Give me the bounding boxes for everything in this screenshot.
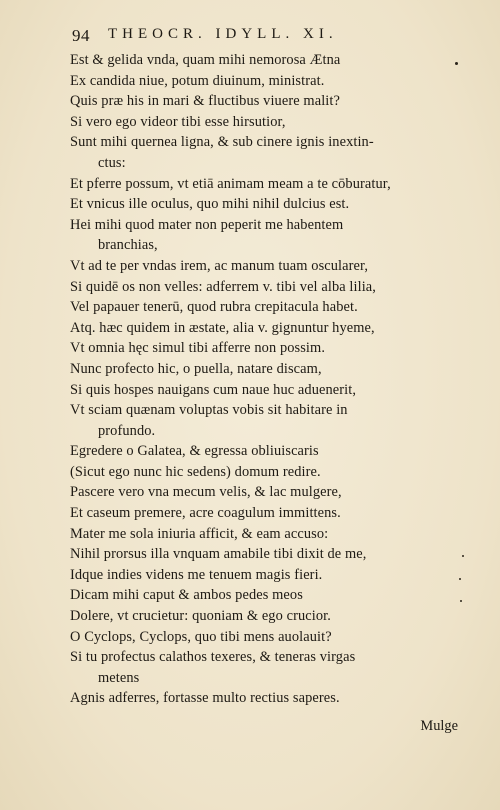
verse-line: Egredere o Galatea, & egressa obliuiscaris: [70, 443, 319, 460]
verse-line: Nihil prorsus illa vnquam amabile tibi dixit de me,: [70, 546, 367, 563]
verse-line: Ex candida niue, potum diuinum, ministrat.: [70, 72, 325, 89]
verse-line: Est & gelida vnda, quam mihi nemorosa Ætna: [70, 52, 341, 68]
page-number: 94: [72, 26, 90, 45]
verse-line: Et vnicus ille oculus, quo mihi nihil dulcius est.: [70, 196, 350, 213]
poem-text: [70, 50, 470, 709]
verse-line: Vel papauer tenerū, quod rubra crepitacula habet.: [70, 299, 358, 316]
verse-line-continuation: metens: [98, 669, 140, 686]
verse-line-continuation: profundo.: [98, 422, 156, 439]
running-title: THEOCR. IDYLL. XI.: [108, 26, 338, 42]
verse-line: Vt sciam quænam voluptas vobis sit habitare in: [70, 402, 348, 419]
verse-line: Dicam mihi caput & ambos pedes meos: [70, 587, 303, 604]
verse-line: Quis præ his in mari & fluctibus viuere malit?: [70, 93, 340, 110]
verse-line: Si vero ego videor tibi esse hirsutior,: [70, 113, 286, 130]
verse-line: Hei mihi quod mater non peperit me habentem: [70, 216, 344, 233]
verse-line: Et pferre possum, vt etiā animam meam a te cōburatur,: [70, 175, 391, 192]
verse-line: Agnis adferres, fortasse multo rectius saperes.: [70, 690, 340, 707]
verse-line: Nunc profecto hic, o puella, natare discam,: [70, 360, 322, 377]
verse-line: Idque indies videns me tenuem magis fieri.: [70, 566, 323, 583]
verse-line: Mater me sola iniuria afficit, & eam accuso:: [70, 525, 329, 542]
ink-speck: [462, 555, 464, 557]
verse-line: Vt omnia hęc simul tibi afferre non possim.: [70, 340, 326, 357]
ink-speck: [459, 578, 461, 580]
verse-line: Sunt mihi quernea ligna, & sub cinere ignis inextin-: [70, 134, 374, 151]
ink-speck: [455, 62, 458, 65]
verse-line: Dolere, vt crucietur: quoniam & ego crucior.: [70, 608, 331, 625]
verse-line: Vt ad te per vndas irem, ac manum tuam oscularer,: [70, 257, 369, 274]
verse-line: Si quis hospes nauigans cum naue huc aduenerit,: [70, 381, 357, 398]
catchword: Mulge: [420, 718, 458, 734]
verse-line: O Cyclops, Cyclops, quo tibi mens auolauit?: [70, 628, 332, 645]
ink-speck: [460, 600, 462, 602]
verse-line: Atq. hæc quidem in æstate, alia v. gignuntur hyeme,: [70, 319, 375, 336]
verse-line: (Sicut ego nunc hic sedens) domum redire.: [70, 463, 321, 480]
verse-line: Si quidē os non velles: adferrem v. tibi vel alba lilia,: [70, 278, 376, 295]
verse-line-continuation: branchias,: [98, 237, 158, 254]
running-head: [72, 26, 442, 48]
verse-line: Et caseum premere, acre coagulum immittens.: [70, 505, 341, 522]
verse-line-continuation: ctus:: [98, 154, 126, 171]
verse-line: Pascere vero vna mecum velis, & lac mulgere,: [70, 484, 342, 501]
verse-line: Si tu profectus calathos texeres, & teneras virgas: [70, 649, 356, 666]
